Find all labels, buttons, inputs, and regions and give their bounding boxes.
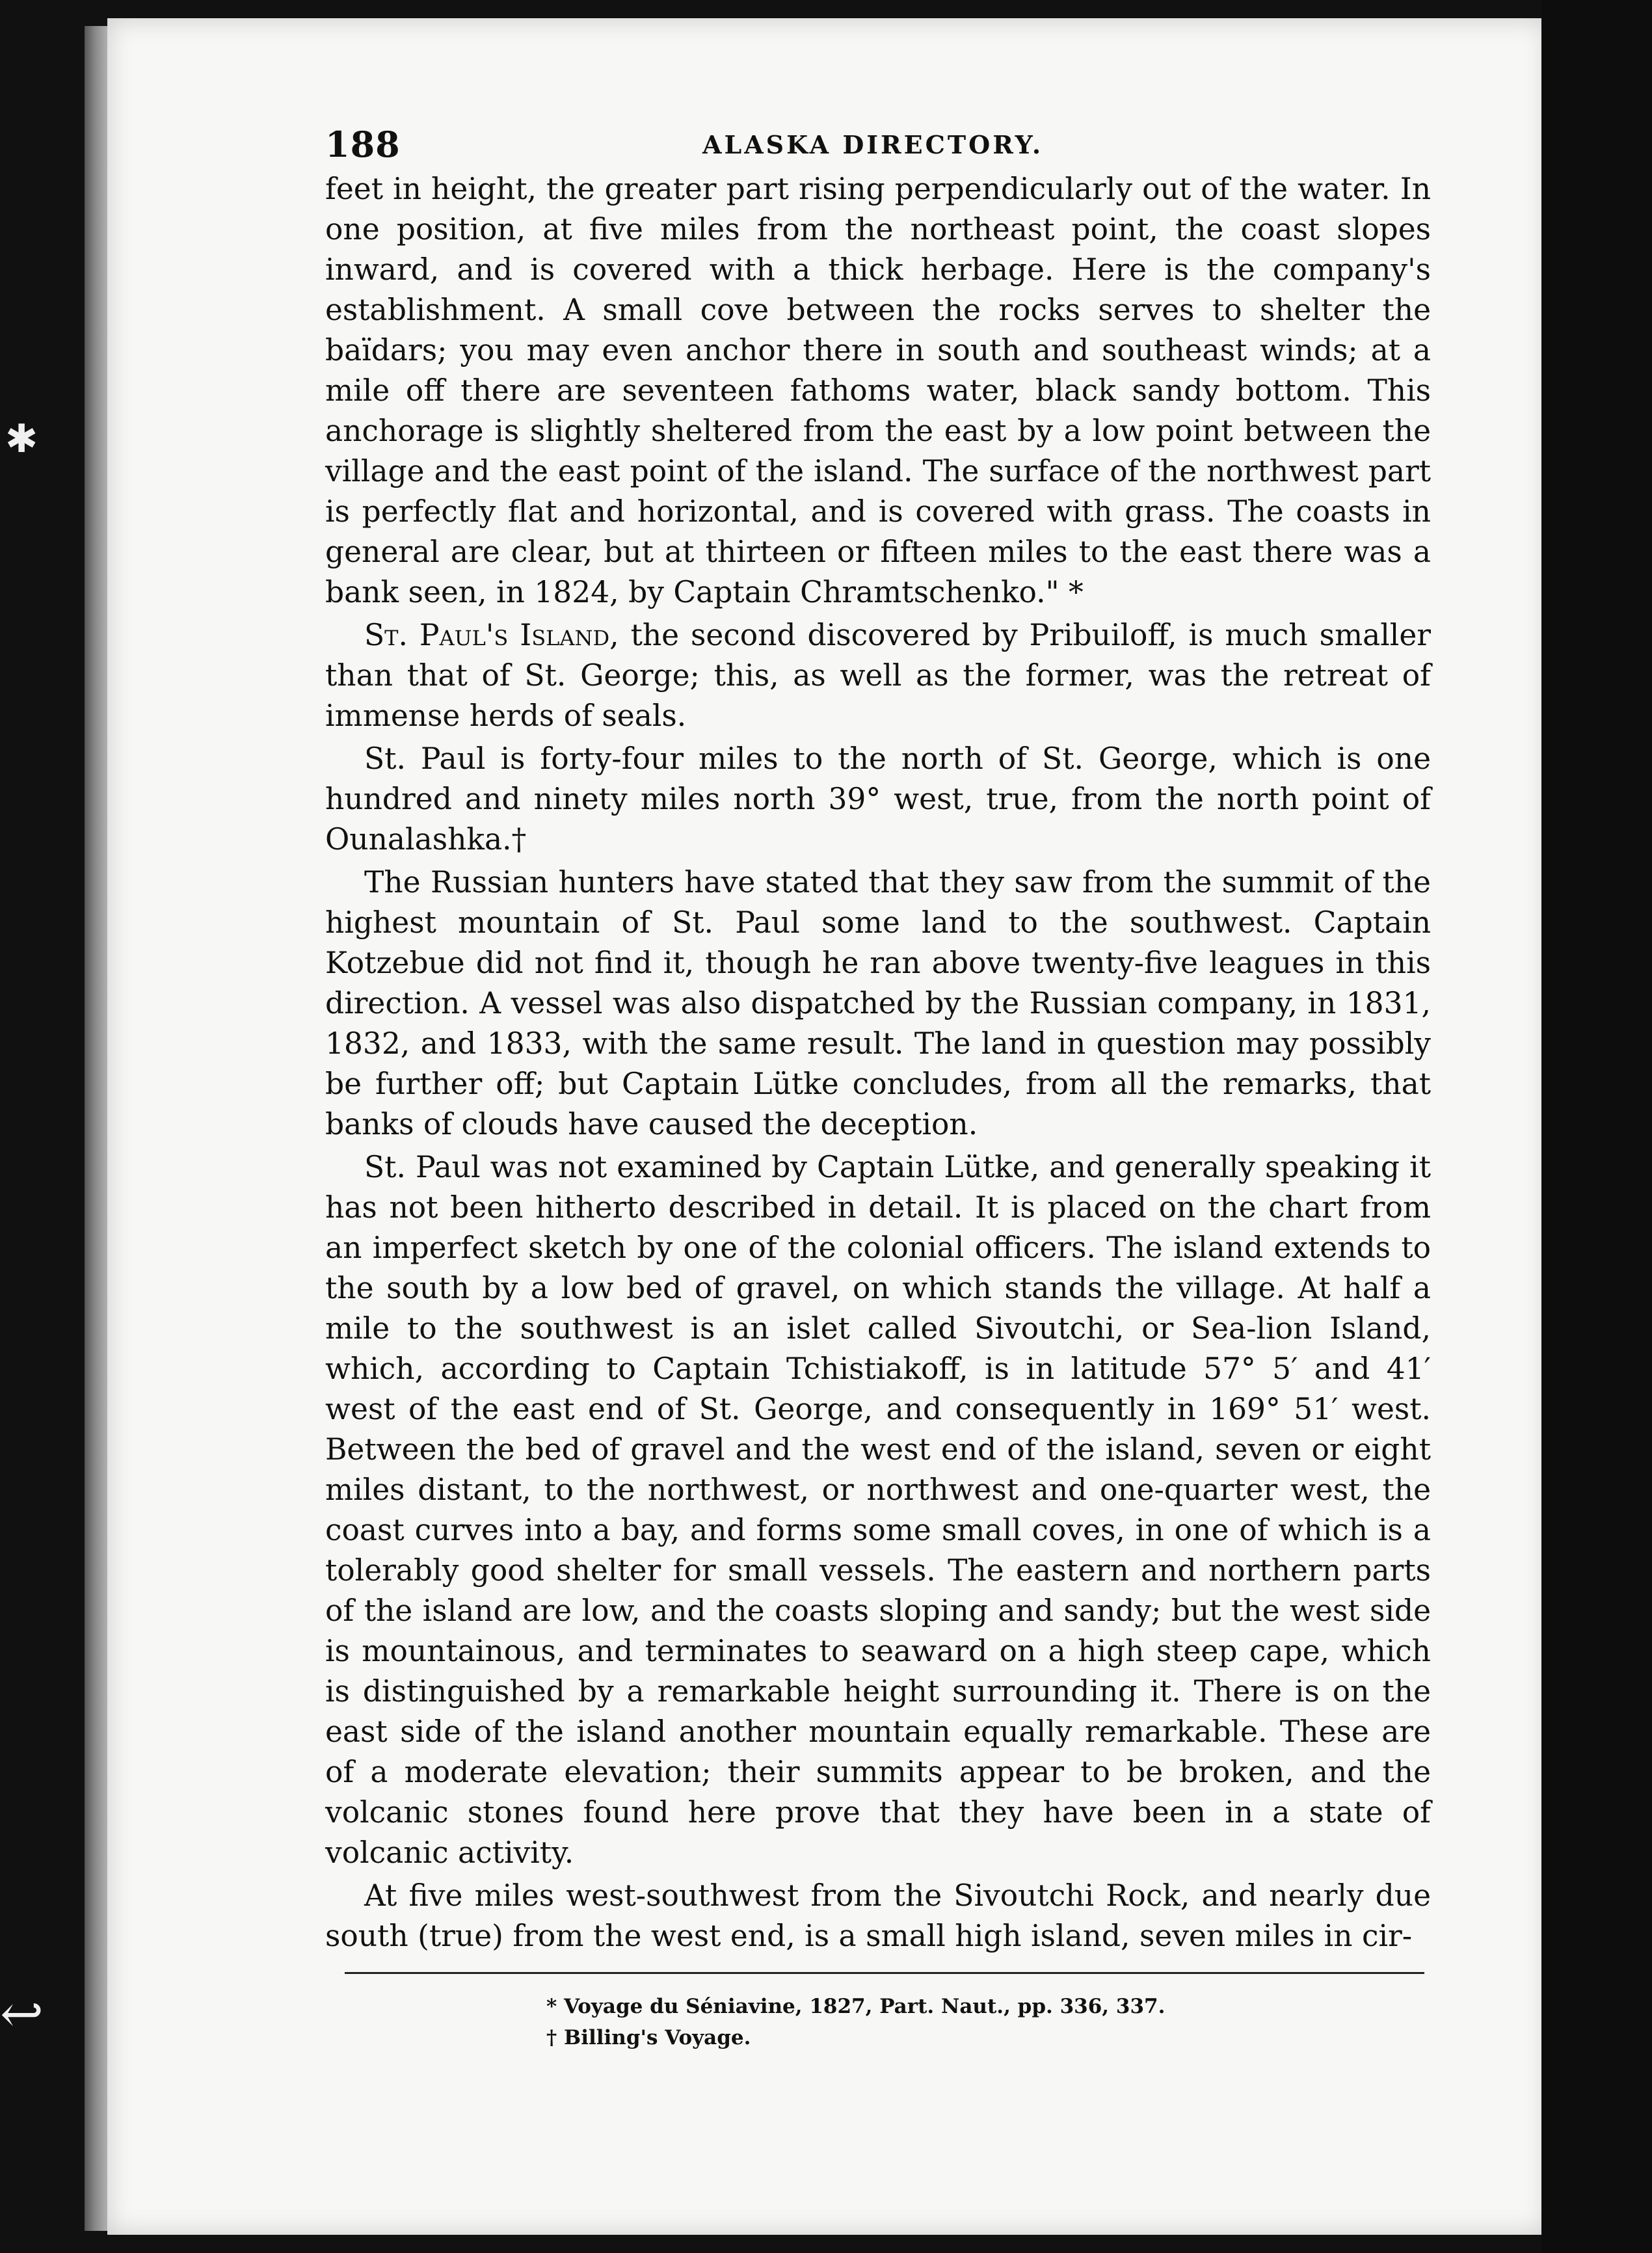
- body-text: [325, 169, 1431, 1956]
- page-number: 188: [325, 124, 401, 165]
- footnote-1: * Voyage du Séniavine, 1827, Part. Naut., pp. 336, 337.: [546, 1995, 1166, 2018]
- paragraph-2: [325, 615, 1431, 736]
- paragraph-1: feet in height, the greater part rising perpendicularly out of the water. In one position, at five miles from the northeast point, the coast slopes inward, and is covered with a thick herbage. Here is the company's establishment. A small cove between the rocks serves to shelter the baïdars; you may even anchor there in south and southeast winds; at a mile off there are seventeen fathoms water, black sandy bottom. This anchorage is slightly sheltered from the east by a low point between the village and the east point of the island. The surface of the northwest part is perfectly flat and horizontal, and is covered with grass. The coasts in general are clear, but at thirteen or fifteen miles to the east there was a bank seen, in 1824, by Captain Chramtschenko." *: [325, 172, 1431, 609]
- gutter-shadow: [1541, 0, 1652, 2253]
- paragraph-3: St. Paul is forty-four miles to the north of St. George, which is one hundred and ninety miles north 39° west, true, from the north point of Ounalashka.†: [325, 741, 1431, 857]
- running-head: [325, 117, 1431, 169]
- paragraph-6: At five miles west-southwest from the Sivoutchi Rock, and nearly due south (true) from the west end, is a small high island, seven miles in cir-: [325, 1878, 1431, 1953]
- margin-blot-mark: ✱: [5, 416, 38, 462]
- island-heading: St. Paul's Island: [364, 618, 610, 652]
- footnote-rule: [345, 1972, 1424, 1974]
- running-title: ALASKA DIRECTORY.: [702, 130, 1044, 159]
- paragraph-4: The Russian hunters have stated that they saw from the summit of the highest mountain of St. Paul some land to the southwest. Captain Kotzebue did not find it, though he ran above twenty-five leagues in this direction. A vessel was also dispatched by the Russian company, in 1831, 1832, and 1833, with the same result. The land in question may possibly be further off; but Captain Lütke concludes, from all the remarks, that banks of clouds have caused the deception.: [325, 865, 1431, 1141]
- paragraph-2-text: , the second discovered by Pribuiloff, is much smaller than that of St. George; this, as well as the former, was the retreat of immense herds of seals.: [325, 618, 1431, 733]
- page-content: [325, 117, 1431, 2053]
- margin-arrow-mark: ↩: [0, 1984, 44, 2044]
- page-stack-edge: [85, 26, 111, 2231]
- paragraph-5: St. Paul was not examined by Captain Lütke, and generally speaking it has not been hitherto described in detail. It is placed on the chart from an imperfect sketch by one of the colonial officers. The island extends to the south by a low bed of gravel, on which stands the village. At half a mile to the southwest is an islet called Sivoutchi, or Sea-lion Island, which, according to Captain Tchistiakoff, is in latitude 57° 5′ and 41′ west of the east end of St. George, and consequently in 169° 51′ west. Between the bed of gravel and the west end of the island, seven or eight miles distant, to the northwest, or northwest and one-quarter west, the coast curves into a bay, and forms some small coves, in one of which is a tolerably good shelter for small vessels. The eastern and northern parts of the island are low, and the coasts sloping and sandy; but the west side is mountainous, and terminates to seaward on a high steep cape, which is distinguished by a remarkable height surrounding it. There is on the east side of the island another mountain equally remarkable. These are of a moderate elevation; their summits appear to be broken, and the volcanic stones found here prove that they have been in a state of volcanic activity.: [325, 1150, 1431, 1870]
- footnote-2: † Billing's Voyage.: [546, 2026, 751, 2049]
- footnotes: [546, 1991, 1431, 2053]
